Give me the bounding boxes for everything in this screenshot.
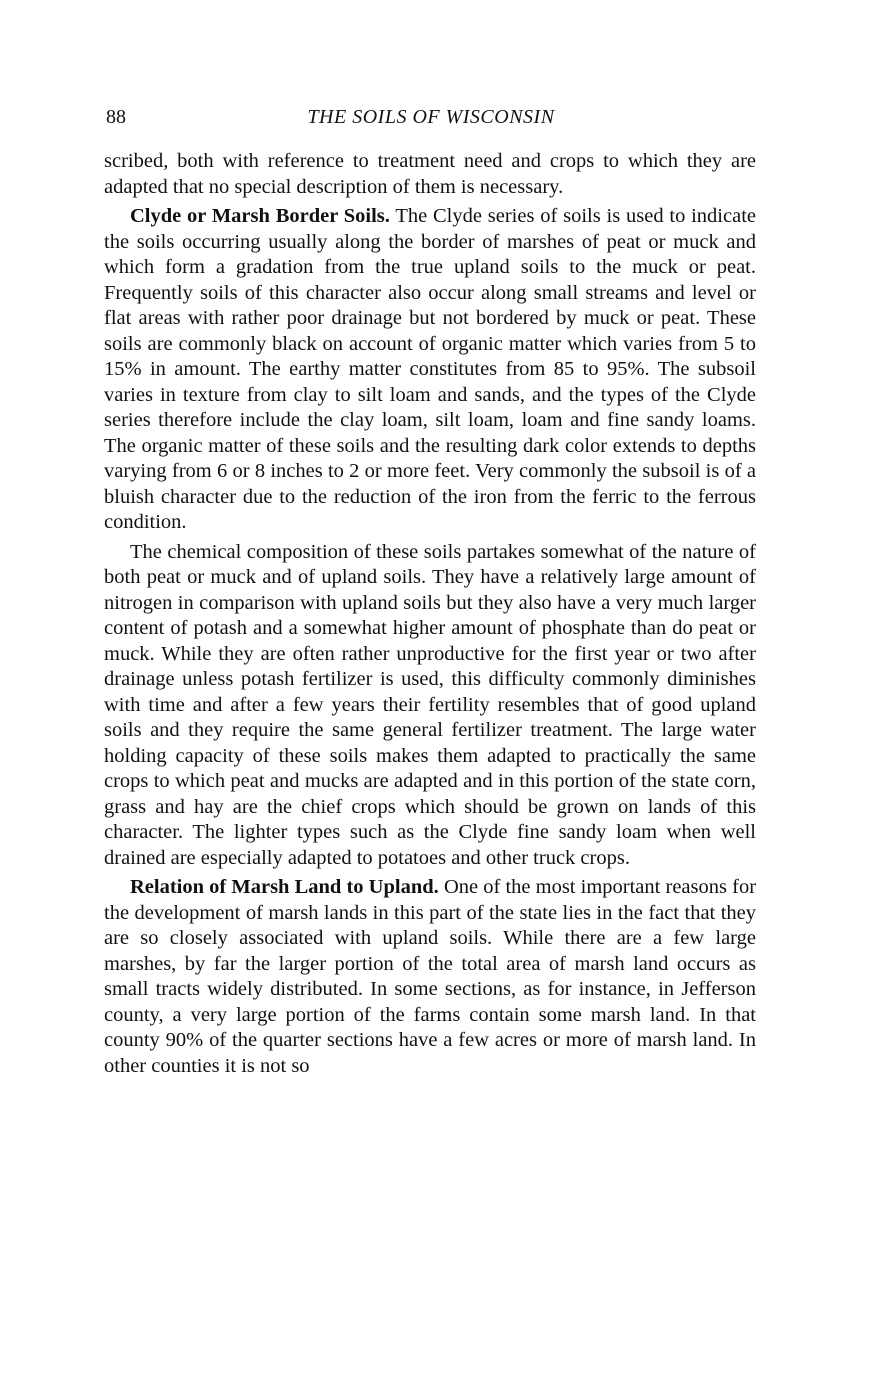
section-heading-clyde: Clyde or Marsh Border Soils. — [130, 205, 390, 227]
paragraph-text: The chemical composition of these soils partakes somewhat of the nature of both peat or muck and of upland soils. They have a relatively large amount of nitrogen in comparison with upland soils but they also have a very much larger content of potash and a somewhat higher amount of phosphate than do peat or muck. While they are often rather unproductive for the first year or two after drainage unless potash fertilizer is used, this difficulty commonly diminishes with time and after a few years their fertility resembles that of good upland soils and they require the same general fertilizer treatment. The large water holding capacity of these soils makes them adapted to practically the same crops to which peat and mucks are adapted and in this portion of the state corn, grass and hay are the chief crops which should be grown on lands of this character. The lighter types such as the Clyde fine sandy loam when well drained are especially adapted to potatoes and other truck crops. — [104, 540, 756, 869]
section-heading-marsh-upland: Relation of Marsh Land to Upland. — [130, 876, 439, 898]
paragraph-continued — [104, 149, 756, 200]
page-header — [106, 104, 756, 130]
paragraph-chemical-composition — [104, 540, 756, 872]
page-number: 88 — [106, 106, 126, 128]
paragraph-text: The Clyde series of soils is used to indicate the soils occurring usually along the border of marshes of peat or muck and which form a gradation from the true upland soils to the muck or peat. Frequently soils of this character also occur along small streams and level or flat areas with rather poor drainage but not bordered by muck or peat. These soils are commonly black on account of organic matter which varies from 5 to 15% in amount. The earthy matter constitutes from 85 to 95%. The subsoil varies in texture from clay to silt loam and sands, and the types of the Clyde series therefore include the clay loam, silt loam, loam and fine sandy loams. The organic matter of these soils and the resulting dark color extends to depths varying from 6 or 8 inches to 2 or more feet. Very commonly the subsoil is of a bluish character due to the reduction of the iron from the ferric to the ferrous condition. — [104, 205, 756, 533]
body-text — [104, 149, 756, 1079]
paragraph-marsh-upland — [104, 875, 756, 1079]
paragraph-text: One of the most important reasons for the development of marsh lands in this part of the state lies in the fact that they are so closely associated with upland soils. While there are a few large marshes, by far the larger portion of the total area of marsh land occurs as small tracts widely distributed. In some sections, as for instance, in Jefferson county, a very large portion of the farms contain some marsh land. In that county 90% of the quarter sections have a few acres or more of marsh land. In other counties it is not so — [104, 876, 757, 1077]
paragraph-clyde-soils — [104, 204, 756, 536]
running-title: THE SOILS OF WISCONSIN — [307, 106, 555, 128]
paragraph-text: scribed, both with reference to treatment need and crops to which they are adapted that no special description of them is necessary. — [104, 150, 756, 198]
